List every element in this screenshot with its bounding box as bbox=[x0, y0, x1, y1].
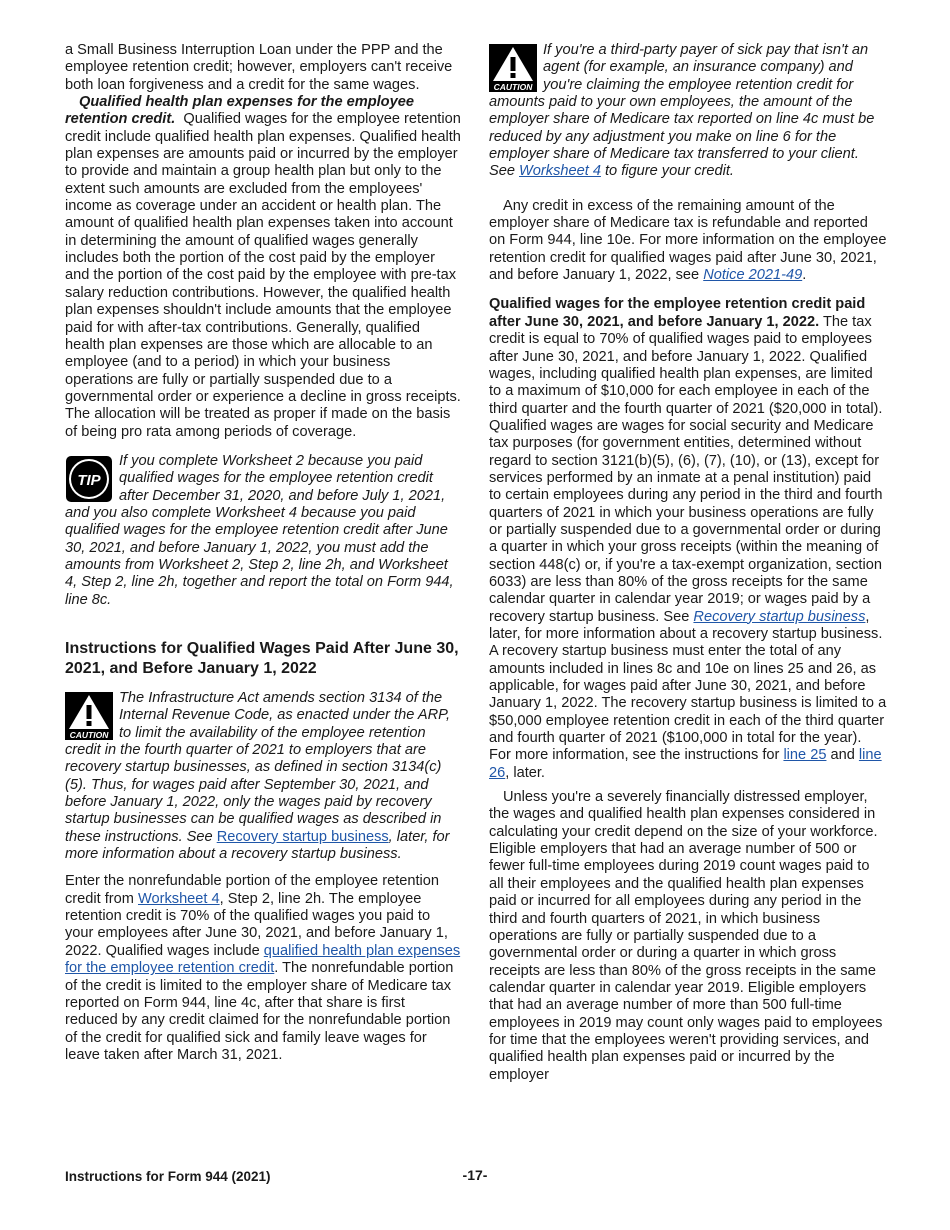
worksheet-4-link[interactable]: Worksheet 4 bbox=[137, 890, 220, 907]
qw-text-a: The tax credit is equal to 70% of qualified wages paid to employees after June 30, 2021, and before January 1, 2022. Qualified wages, including qualified health plan expenses, are limited to a maximum of $10,000 for each employee in each of the third quarter and the fourth quarter of 2021 ($20,000 in total). Qualified wages are wages for social security and Medicare tax purposes (for government entities, determined without regard to section 3121(b)(5), (6), (7), (10), or (13), except for services performed by an inmate at a penal institution) paid to certain employees during any period in the third and fourth quarters of 2021 in which your business operations are fully or partially suspended due to a governmental order or during a quarter in which your gross receipts (within the meaning of section 448(c) or, if you're a tax-exempt organization, section 6033) are less than 80% of the gross receipts for the same calendar quarter in calendar year 2019; or wages paid by a recovery startup business. See bbox=[489, 313, 883, 625]
enter-text-a: Enter the nonrefundable portion of the employee retention credit from bbox=[65, 873, 440, 907]
qualified-health-plan-link[interactable]: qualified health plan expenses for the employee retention credit bbox=[65, 942, 461, 977]
qw-text-c: , later. bbox=[505, 764, 545, 781]
tip-label: TIP bbox=[77, 471, 101, 489]
caution-text-a: If you're a third-party payer of sick pay that isn't an agent (for example, an insurance company) and you're claiming the employee retention credit for amounts paid to your own employees, the amount of the employer share of Medicare tax reported on line 4c must be reduced by any adjustment you make on line 6 for the employer share of Medicare tax transferred to your client. See bbox=[489, 42, 875, 180]
caution-icon bbox=[489, 44, 537, 92]
footer-page-number: -17- bbox=[462, 1167, 488, 1183]
paragraph-excess-credit bbox=[489, 198, 887, 285]
excess-text-b: . bbox=[802, 267, 807, 284]
caution-text-a: The Infrastructure Act amends section 3134 of the Internal Revenue Code, as enacted under the ARP, to limit the availability of the employee retention credit in the fourth quarter of 2021 to employers that are recovery startup businesses, as defined in section 3134(c)(5). Thus, for wages paid after September 30, 2021, and before January 1, 2022, only the wages paid by recovery startup businesses can be qualified wages as described in these instructions. See bbox=[65, 690, 451, 845]
paragraph-enter-nonrefundable bbox=[65, 873, 461, 1064]
qw-heading: Qualified wages for the employee retention credit paid after June 30, 2021, and before January 1, 2022. bbox=[489, 296, 866, 330]
caution-icon bbox=[65, 692, 113, 740]
tip-icon bbox=[65, 455, 113, 503]
paragraph-workforce-size: Unless you're a severely financially distressed employer, the wages and qualified health plan expenses considered in calculating your credit depend on the size of your workforce. Eligible employers that had an average number of 500 or fewer full-time employees during 2019 count wages paid to all their employees and the qualified health plan expenses paid or incurred for all employees during any period in the third and fourth quarters of 2021, in which business operations are fully or partially suspended due to a governmental order or during a quarter in which gross receipts are less than 80% of the gross receipts in the same calendar quarter in calendar year 2019. Eligible employers that had an average number of more than 500 full-time employees in 2019 may count only wages paid to employees for time that the employees weren't providing services, and qualified health plan expenses paid or incurred by the employer bbox=[489, 789, 883, 1083]
left-column bbox=[65, 42, 461, 1064]
right-column bbox=[489, 42, 887, 1084]
excess-text-a: Any credit in excess of the remaining amount of the employer share of Medicare tax is refundable and reported on Form 944, line 10e. For more information on the employee retention credit for qualified wages paid after June 30, 2021, and before January 1, 2022, see bbox=[489, 197, 887, 284]
caution-note-third-party bbox=[489, 42, 887, 181]
notice-2021-49-link[interactable]: Notice 2021-49 bbox=[703, 267, 803, 284]
footer-form-title: Instructions for Form 944 (2021) bbox=[65, 1169, 271, 1184]
caution-text-b: , later, for more information about a recovery startup business. bbox=[65, 828, 450, 863]
paragraph-qualified-wages bbox=[489, 296, 887, 782]
enter-text-b: , Step 2, line 2h. The employee retention credit is 70% of the qualified wages you paid to your employees after June 30, 2021, and before January 1, 2022. Qualified wages include bbox=[65, 890, 448, 959]
caution-text-b: to figure your credit. bbox=[600, 163, 734, 180]
qw-and: and bbox=[826, 747, 859, 764]
qhpe-body: Qualified wages for the employee retention credit include qualified health plan expenses. Qualified health plan expenses are amounts paid or incurred by the employer to provide and maintain a group health plan but only to the extent such amounts are excluded from the employees' income as coverage under an accident or health plan. The amount of qualified health plan expenses taken into account in determining the amount of qualified wages generally includes both the portion of the cost paid by the employer and the portion of the cost paid by the employee with pre-tax salary reduction contributions. However, the qualified health plan expenses shouldn't include amounts that the employee paid for with after-tax contributions. Generally, qualified health plan expenses are those which are allocable to an employee (and to a period) in which your business operations are fully or partially suspended due to a governmental order or experience a decline in gross receipts. The allocation will be treated as proper if made on the basis of being pro rata among periods of coverage. bbox=[65, 111, 461, 440]
paragraph-qualified-health-plan bbox=[65, 94, 461, 441]
tip-note bbox=[65, 453, 461, 609]
recovery-startup-link[interactable]: Recovery startup business bbox=[216, 828, 389, 845]
recovery-startup-link[interactable]: Recovery startup business bbox=[693, 608, 866, 625]
section-heading: Instructions for Qualified Wages Paid After June 30, 2021, and Before January 1, 2022 bbox=[65, 640, 459, 677]
line-25-link[interactable]: line 25 bbox=[783, 747, 827, 764]
line-26-link[interactable]: line 26 bbox=[489, 747, 882, 781]
caution-label: CAUTION bbox=[69, 730, 109, 740]
enter-text-c: . The nonrefundable portion of the credit is limited to the employer share of Medicare tax reported on Form 944, line 4c, after that share is first reduced by any credit claimed for the nonrefundable portion of the credit for qualified sick and family leave wages for leave taken after March 31, 2021. bbox=[65, 960, 454, 1063]
qw-text-b: , later, for more information about a recovery startup business. A recovery startup business must enter the total of any amounts included in lines 8c and 10e on lines 25 and 26, as applicable, for wages paid after June 30, 2021, and before January 1, 2022. The recovery startup business is limited to a $50,000 employee retention credit in each of the third quarter and fourth quarter of 2021 ($100,000 in total for the year). For more information, see the instructions for bbox=[489, 608, 887, 764]
paragraph-ppp-loan: a Small Business Interruption Loan under the PPP and the employee retention credit; however, employers can't receive both loan forgiveness and a credit for the same wages. bbox=[65, 42, 453, 93]
caution-label: CAUTION bbox=[493, 82, 533, 92]
qhpe-heading: Qualified health plan expenses for the employee retention credit. bbox=[65, 94, 414, 128]
tip-text: If you complete Worksheet 2 because you paid qualified wages for the employee retention credit after December 31, 2020, and before July 1, 2021, and you also complete Worksheet 4 because you paid qualified wages for the employee retention credit after June 30, 2021, and before January 1, 2022, you must add the amounts from Worksheet 2, Step 2, line 2h, and Worksheet 4, Step 2, line 2h, together and report the total on Form 944, line 8c. bbox=[65, 452, 454, 608]
worksheet-4-link[interactable]: Worksheet 4 bbox=[519, 163, 601, 180]
caution-note-infrastructure bbox=[65, 690, 461, 863]
